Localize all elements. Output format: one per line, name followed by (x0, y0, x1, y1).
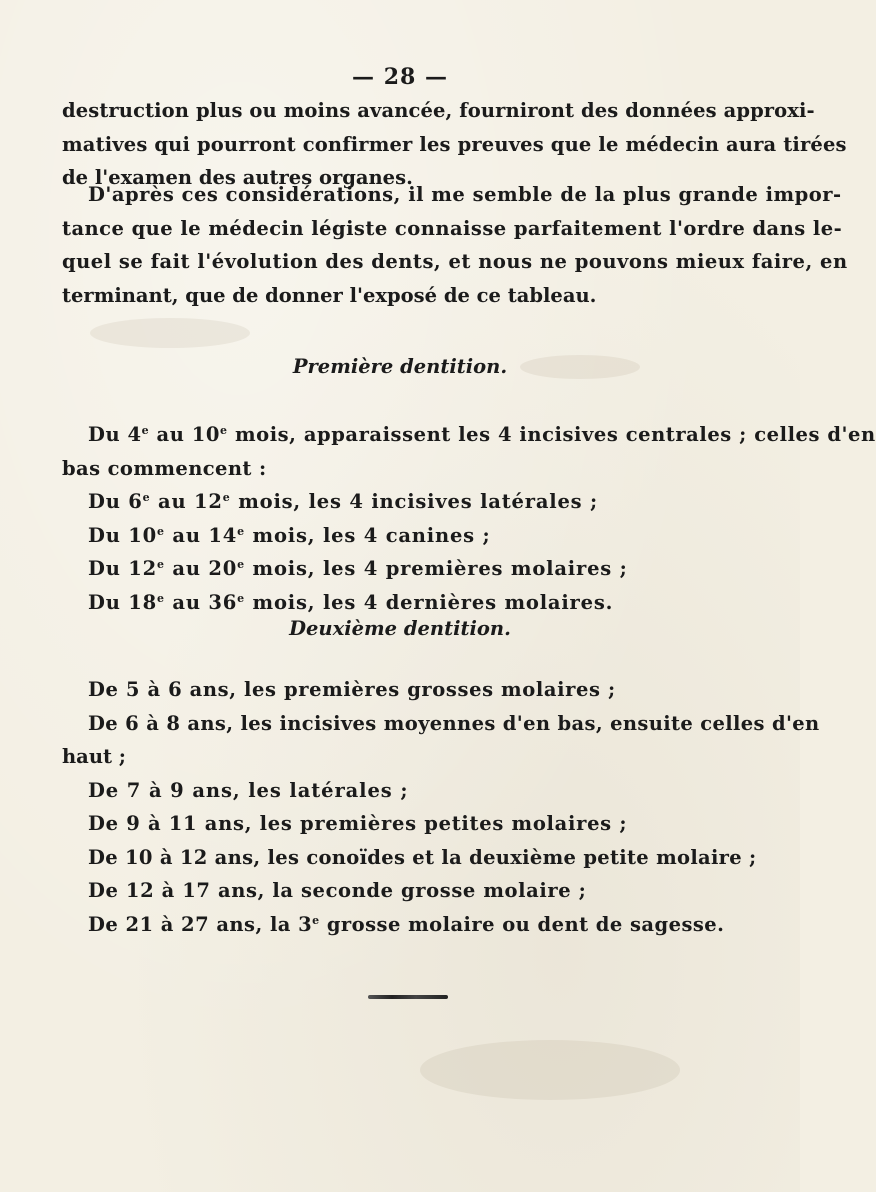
list-item: De 21 à 27 ans, la 3e grosse molaire ou dent de sagesse. (88, 912, 725, 936)
list-item: Du 4e au 10e mois, apparaissent les 4 incisives centrales ; celles d'en (88, 423, 876, 446)
text-line: destruction plus ou moins avancée, fourniront des données approxi- (62, 99, 815, 122)
list-item: De 10 à 12 ans, les conoïdes et la deuxième petite molaire ; (88, 845, 757, 869)
list-item: bas commencent : (62, 456, 267, 480)
section-heading-first-dentition: Première dentition. (292, 355, 508, 378)
considerations-paragraph (62, 178, 848, 312)
list-item: haut ; (62, 745, 126, 768)
end-ornament-rule (368, 995, 448, 999)
text-line: tance que le médecin légiste connaisse parfaitement l'ordre dans le- (62, 216, 843, 240)
text-line: D'après ces considérations, il me semble de la plus grande impor- (88, 183, 842, 206)
text-line: terminant, que de donner l'exposé de ce tableau. (62, 283, 597, 307)
list-item: De 6 à 8 ans, les incisives moyennes d'en bas, ensuite celles d'en (88, 711, 820, 735)
list-item: De 5 à 6 ans, les premières grosses molaires ; (88, 678, 616, 701)
paper-stain (90, 318, 250, 348)
list-item: De 7 à 9 ans, les latérales ; (88, 778, 409, 802)
list-item: Du 12e au 20e mois, les 4 premières molaires ; (88, 557, 628, 580)
list-item: Du 6e au 12e mois, les 4 incisives latérales ; (88, 490, 599, 513)
first-dentition-list (62, 418, 876, 619)
list-item: De 9 à 11 ans, les premières petites molaires ; (88, 812, 628, 835)
section-heading-second-dentition: Deuxième dentition. (289, 617, 511, 640)
list-item: De 12 à 17 ans, la seconde grosse molaire ; (88, 879, 587, 902)
text-line: de l'examen des autres organes. (62, 166, 413, 189)
second-dentition-list (62, 673, 820, 941)
text-line: quel se fait l'évolution des dents, et nous ne pouvons mieux faire, en (62, 250, 848, 273)
list-item: Du 18e au 36e mois, les 4 dernières molaires. (88, 590, 614, 614)
text-line: matives qui pourront confirmer les preuves que le médecin aura tirées (62, 132, 847, 156)
paper-stain (420, 1040, 680, 1100)
list-item: Du 10e au 14e mois, les 4 canines ; (88, 523, 491, 547)
page-number: — 28 — (352, 64, 448, 90)
